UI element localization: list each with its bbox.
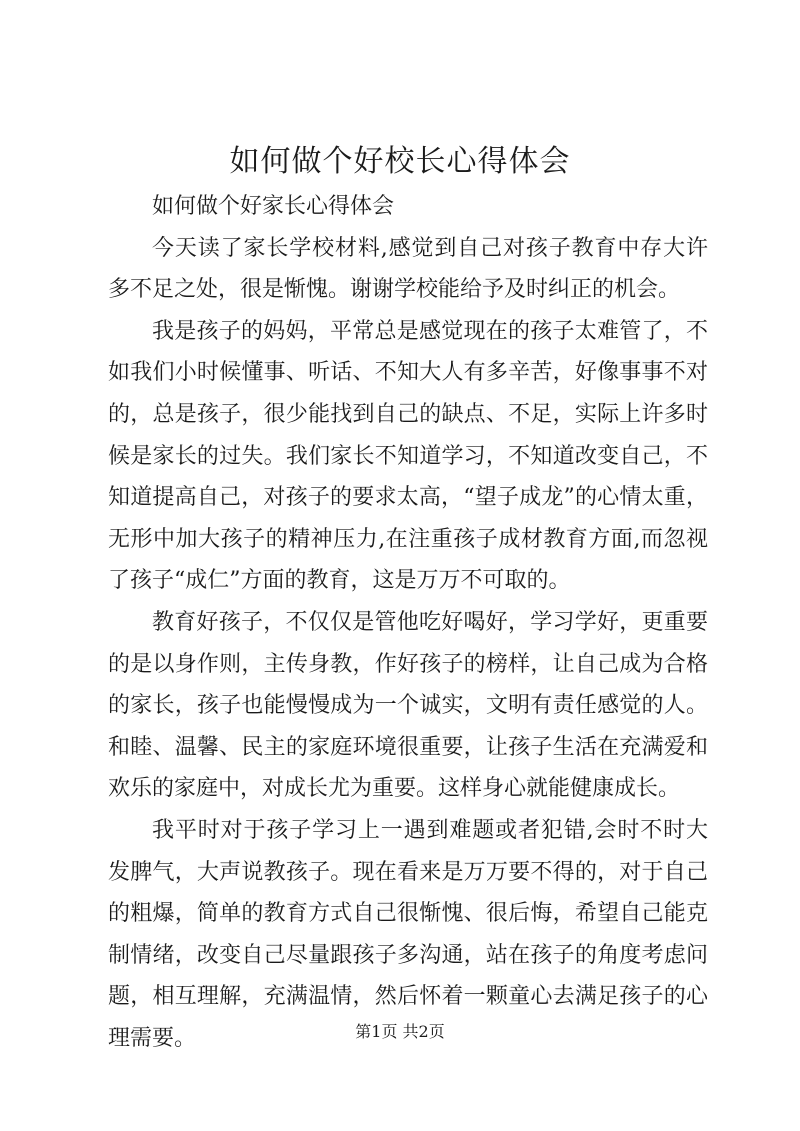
document-body: [108, 186, 708, 1059]
paragraph: 我平时对于孩子学习上一遇到难题或者犯错,会时不时大发脾气，大声说教孩子。现在看来是万万要不得的，对于自己的粗爆，简单的教育方式自己很惭愧、很后悔，希望自己能克制情绪，改变自己尽量跟孩子多沟通，站在孩子的角度考虑问题，相互理解，充满温情，然后怀着一颗童心去满足孩子的心理需要。: [108, 817, 708, 1051]
document-title: 如何做个好校长心得体会: [229, 144, 571, 179]
paragraph: 教育好孩子，不仅仅是管他吃好喝好，学习学好，更重要的是以身作则，主传身教，作好孩子的榜样，让自己成为合格的家长，孩子也能慢慢成为一个诚实，文明有责任感觉的人。和睦、温馨、民主的家庭环境很重要，让孩子生活在充满爱和欢乐的家庭中，对成长尤为重要。这样身心就能健康成长。: [108, 609, 708, 802]
paragraph-subtitle: 如何做个好家长心得体会: [152, 194, 395, 219]
page-number-footer: 第1页 共2页: [355, 1022, 445, 1041]
paragraph: 我是孩子的妈妈，平常总是感觉现在的孩子太难管了，不如我们小时候懂事、听话、不知大人有多辛苦，好像事事不对的，总是孩子，很少能找到自己的缺点、不足，实际上许多时候是家长的过失。我们家长不知道学习，不知道改变自己，不知道提高自己，对孩子的要求太高，“望子成龙”的心情太重，无形中加大孩子的精神压力,在注重孩子成材教育方面,而忽视了孩子“成仁”方面的教育，这是万万不可取的。: [108, 318, 708, 594]
paragraph: 今天读了家长学校材料,感觉到自己对孩子教育中存大许多不足之处，很是惭愧。谢谢学校能给予及时纠正的机会。: [108, 235, 708, 303]
